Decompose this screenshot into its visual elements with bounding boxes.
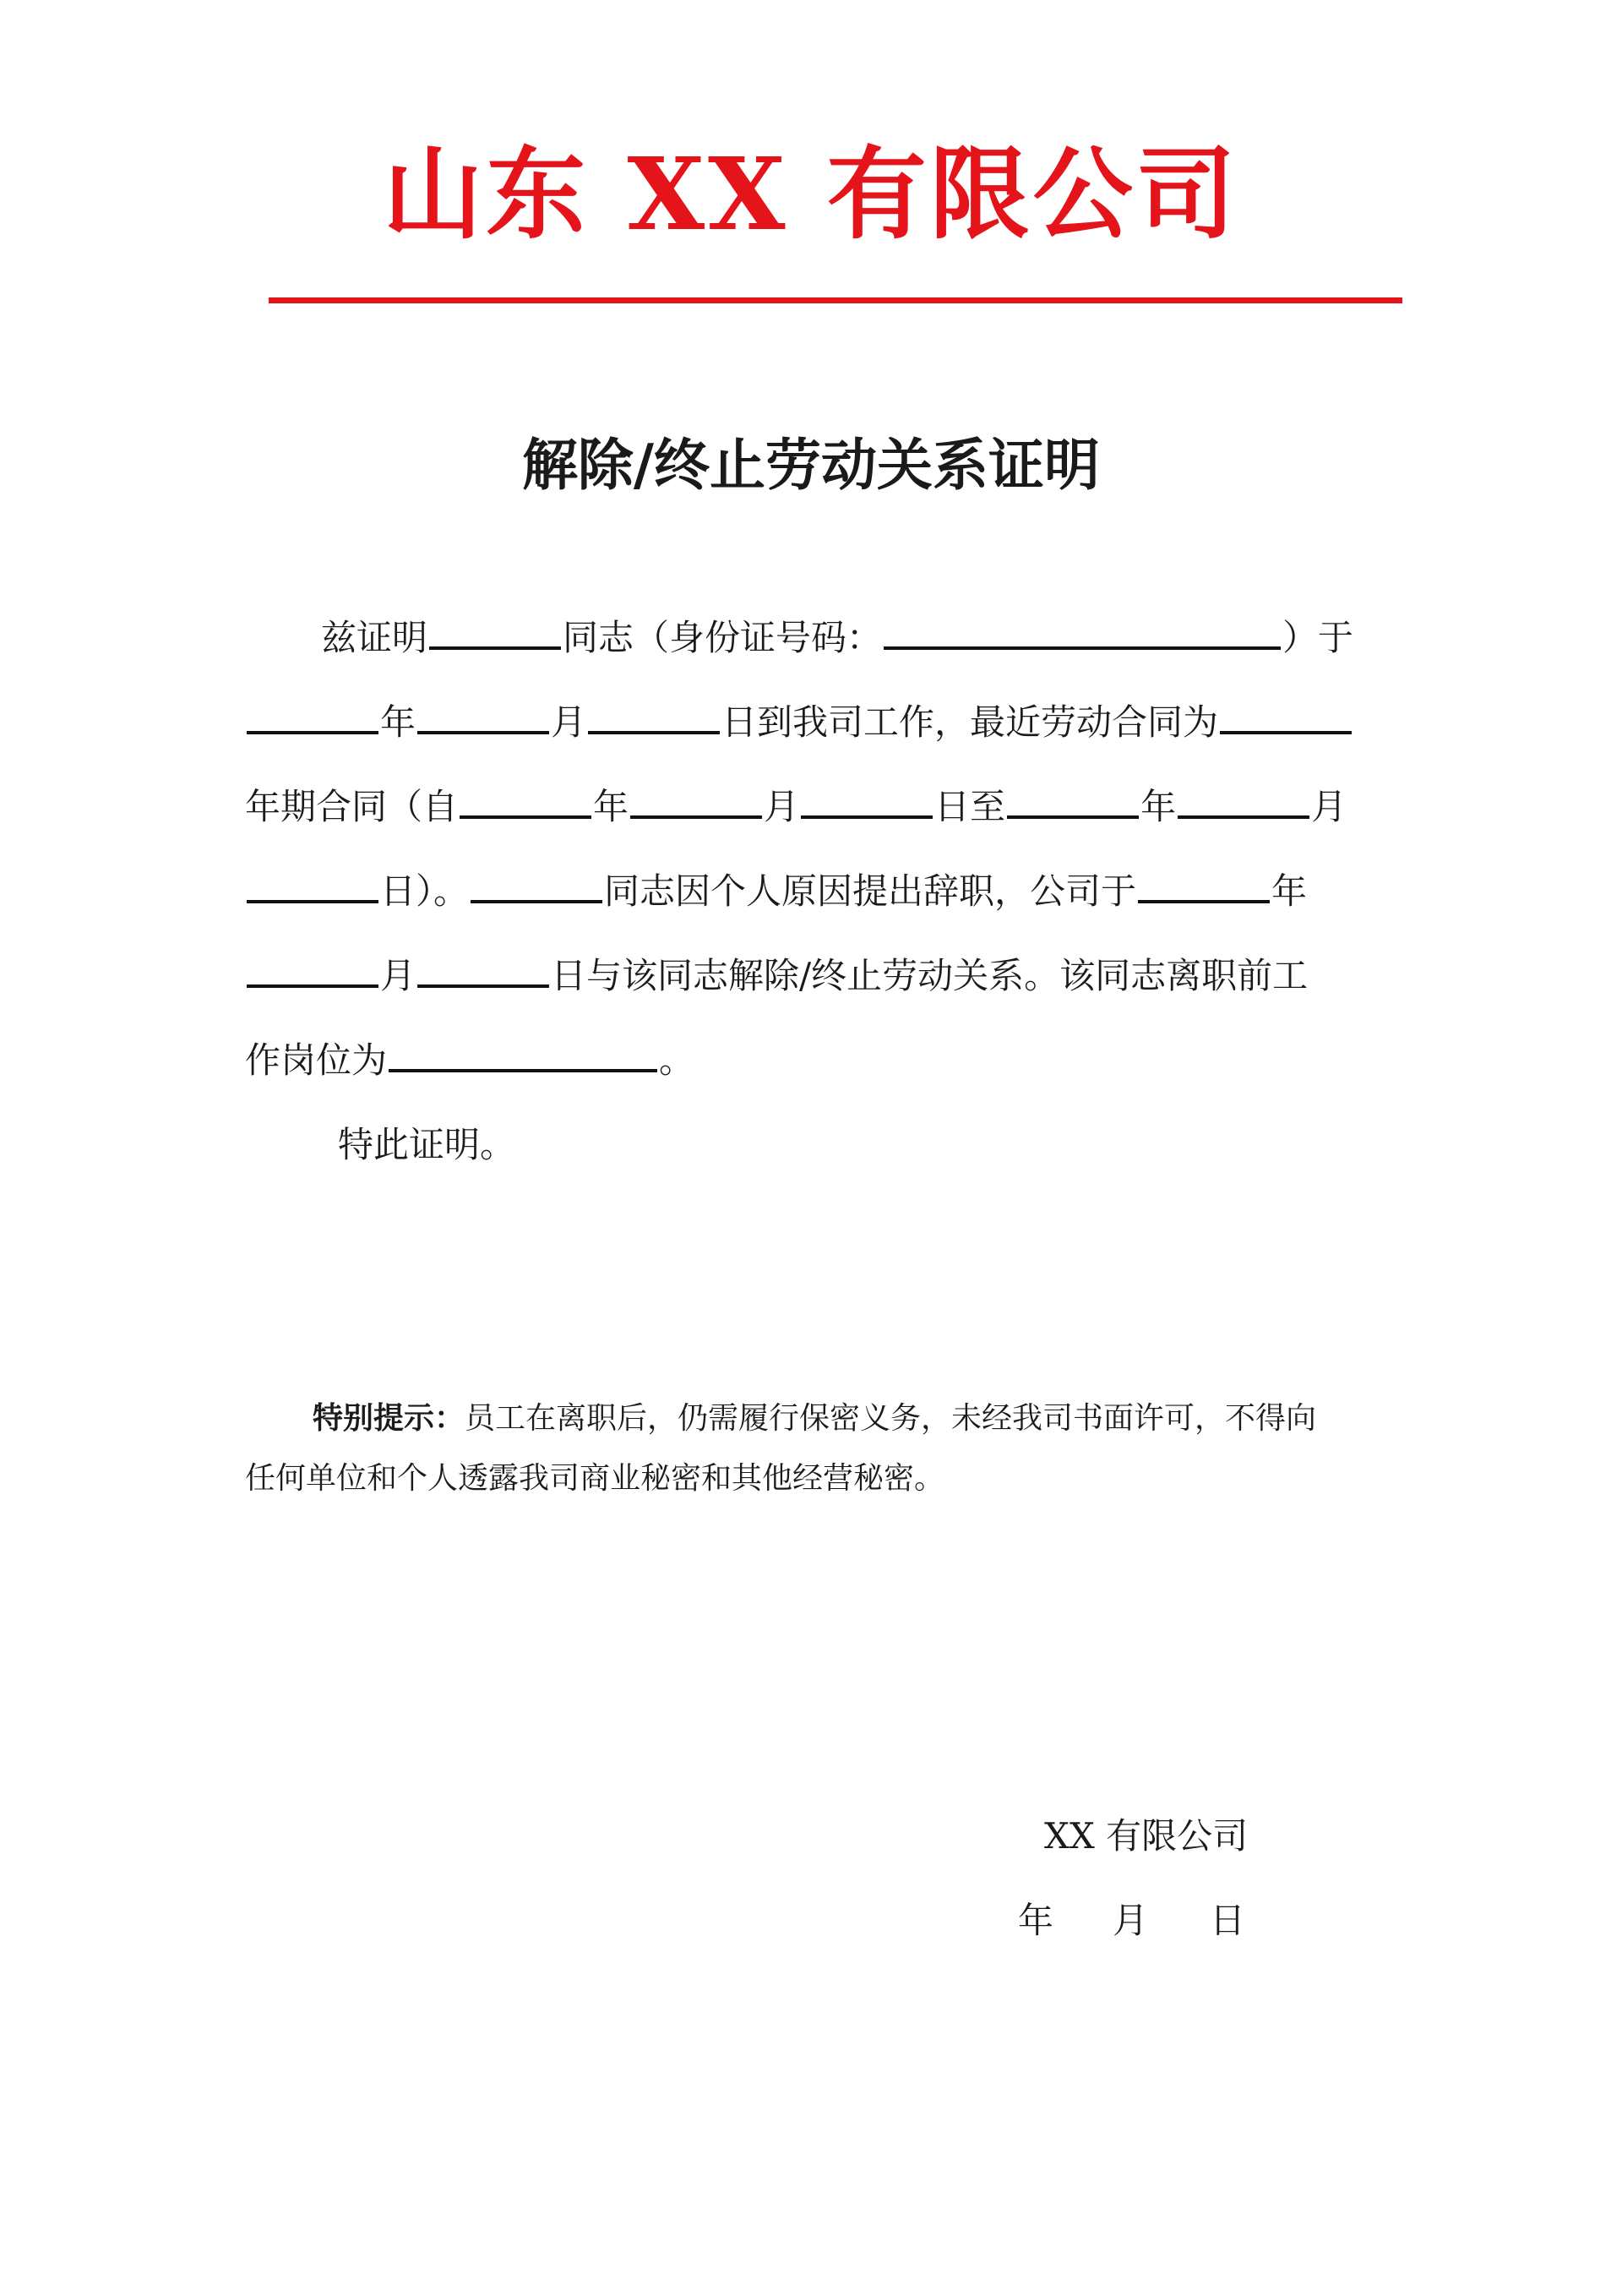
text-certify: 兹证明: [321, 617, 428, 658]
signature-company: XX 有限公司: [1044, 1815, 1249, 1857]
blank-termination-day[interactable]: [417, 951, 549, 988]
blank-contract-from-year[interactable]: [460, 782, 591, 819]
blank-contract-from-day[interactable]: [801, 782, 933, 819]
blank-start-month[interactable]: [417, 697, 549, 734]
text-comrade-id: 同志（身份证号码：: [563, 617, 883, 658]
blank-termination-year[interactable]: [1138, 866, 1270, 903]
text-joined: 日到我司工作，最近劳动合同为: [721, 701, 1219, 743]
closing-line: [338, 1120, 515, 1170]
text-year: 年: [593, 786, 629, 827]
text-day-to: 日至: [934, 786, 1006, 827]
text-month: 月: [380, 955, 416, 996]
notice-text-2: 任何单位和个人透露我司商业秘密和其他经营秘密。: [245, 1461, 945, 1496]
body-line-5: [245, 951, 1308, 1001]
notice-line-1: [313, 1394, 1316, 1442]
text-month: 月: [764, 786, 800, 827]
header-divider: [269, 297, 1402, 303]
blank-termination-month[interactable]: [247, 951, 378, 988]
body-line-1: [321, 613, 1353, 663]
text-year: 年: [1271, 870, 1308, 912]
notice-line-2: [245, 1455, 944, 1502]
blank-contract-from-month[interactable]: [630, 782, 762, 819]
blank-contract-to-year[interactable]: [1007, 782, 1139, 819]
body-line-2: [245, 697, 1353, 748]
text-on: ）于: [1282, 617, 1354, 658]
notice-label: 特别提示：: [313, 1400, 465, 1436]
blank-position[interactable]: [389, 1035, 657, 1072]
blank-contract-to-day[interactable]: [247, 866, 378, 903]
text-position: 作岗位为: [245, 1039, 388, 1081]
signature-date: [1018, 1893, 1245, 1944]
body-line-6: [245, 1035, 694, 1086]
date-day: 日: [1210, 1900, 1246, 1941]
body-line-3: [245, 782, 1347, 832]
body-line-4: [245, 866, 1307, 917]
text-resignation: 同志因个人原因提出辞职，公司于: [604, 870, 1137, 912]
text-contract-term: 年期合同（自: [245, 786, 459, 827]
blank-employee-name-2[interactable]: [471, 866, 602, 903]
text-month: 月: [551, 701, 587, 743]
blank-start-day[interactable]: [588, 697, 720, 734]
blank-contract-to-month[interactable]: [1178, 782, 1309, 819]
text-month: 月: [1311, 786, 1347, 827]
text-period: 。: [659, 1039, 695, 1081]
text-closing: 特此证明。: [338, 1124, 516, 1165]
text-year: 年: [380, 701, 416, 743]
text-day-close: 日）。: [380, 870, 470, 912]
blank-start-year[interactable]: [247, 697, 378, 734]
document-title: 解除/终止劳动关系证明: [521, 432, 1101, 498]
text-termination: 日与该同志解除/终止劳动关系。该同志离职前工: [551, 955, 1309, 996]
text-year: 年: [1140, 786, 1177, 827]
date-year: 年: [1018, 1900, 1054, 1941]
blank-id-number[interactable]: [884, 613, 1281, 650]
blank-employee-name[interactable]: [429, 613, 561, 650]
company-header: 山东 XX 有限公司: [383, 135, 1239, 253]
blank-contract-years[interactable]: [1220, 697, 1352, 734]
notice-text-1: 员工在离职后，仍需履行保密义务，未经我司书面许可，不得向: [465, 1401, 1317, 1436]
date-month: 月: [1113, 1900, 1149, 1941]
